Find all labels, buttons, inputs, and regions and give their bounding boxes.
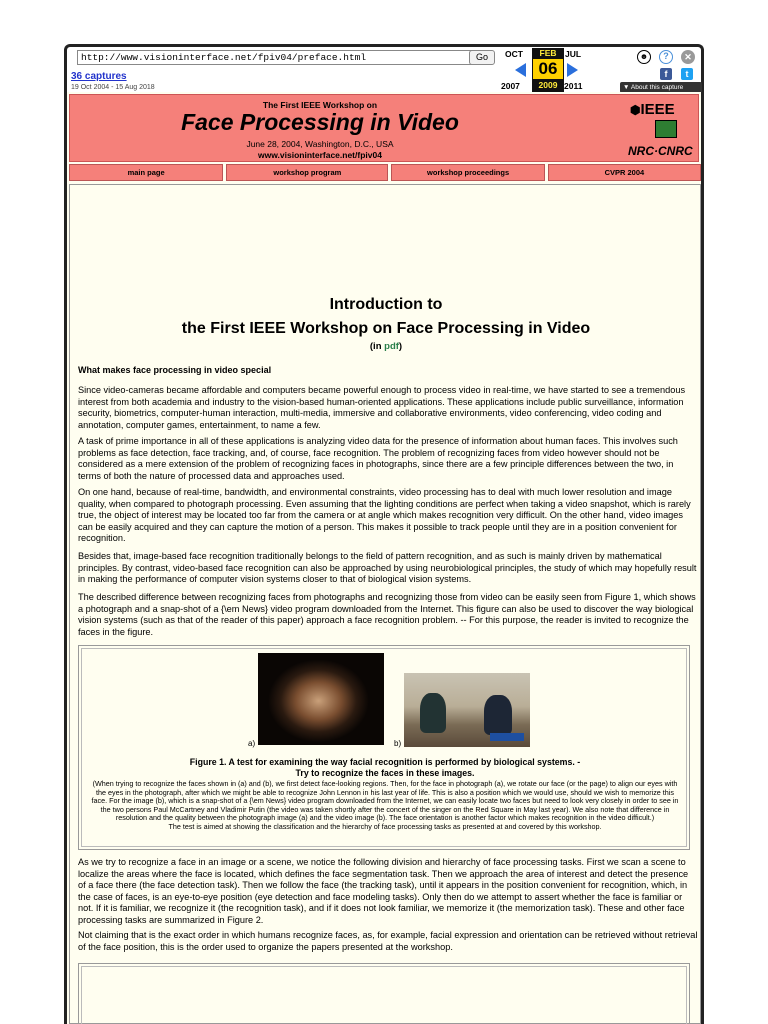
nrc-logo: NRC·CNRC [628, 144, 693, 158]
help-icon[interactable]: ? [659, 50, 673, 64]
paragraph: As we try to recognize a face in an image or a scene, we notice the following division and hierarchy of face processing tasks. First we scan a scene to localize the areas where the face is located, which defines the face segmentation task. Then we approach the area of interest and detect the presence of a face there (the face detection task). Then we follow the face (the tracking task), until it appears in the position convenient for recognition, which, in the case of faces, is an eye-to-eye position (eye detection and face modeling tasks). Only then do we attempt to assert whether the face is familiar or not. If it is familiar, we recognize it (the recognition task), and if it does not look familiar, we memorize it (the memorization task). These and other face processing tasks are summarized in Figure 2. [78, 857, 689, 925]
main-content [69, 184, 701, 1024]
nav-workshop-proceedings[interactable]: workshop proceedings [391, 164, 544, 181]
prev-month-link[interactable]: OCT [505, 49, 523, 59]
banner-date: June 28, 2004, Washington, D.C., USA [246, 139, 394, 149]
paragraph: A task of prime importance in all of these applications is analyzing video data for the presence of information about human faces. This involves such problems as face detection, face tracking, and, of course, face recognition. The problem of recognizing faces from video however should not be considered as a mere extension of the problem of recognizing faces in photographs, since there are a few principle differences between the two, in terms of both the nature of processed data and approaches used. [78, 436, 678, 481]
photo-a-image [258, 653, 384, 745]
page-title-line-1: Introduction to [329, 296, 443, 313]
current-month: FEB [539, 48, 557, 58]
next-month-link[interactable]: JUL [565, 49, 582, 59]
nav-workshop-program[interactable]: workshop program [226, 164, 388, 181]
figure-frame [81, 648, 687, 847]
ieee-logo: ⬢IEEE [630, 101, 675, 118]
banner-title: Face Processing in Video [181, 109, 459, 135]
url-input[interactable]: http://www.visioninterface.net/fpiv04/preface.html [77, 50, 473, 65]
current-capture [532, 48, 564, 92]
banner-site: www.visioninterface.net/fpiv04 [258, 150, 382, 160]
go-button[interactable]: Go [469, 50, 495, 65]
header-banner [69, 94, 699, 162]
figure-caption-subtitle: Try to recognize the faces in these images. [295, 768, 475, 778]
figure-label-a: a) [248, 739, 256, 748]
about-capture-link[interactable]: ▼ About this capture [620, 82, 702, 93]
person-icon[interactable]: ☻ [637, 50, 651, 64]
page-body [64, 92, 704, 1024]
computer-society-logo-icon [655, 120, 677, 138]
figure-2-frame [78, 963, 690, 1024]
pdf-note: (in pdf) [369, 341, 403, 352]
paragraph: Besides that, image-based face recognition traditionally belongs to the field of pattern recognition, and as such is mainly driven by mathematical principles. By contrast, video-based face recognition can also be approached by using neurobiological principles, the study of which may hopefully result in making the performance of computer vision systems closer to that of biological vision systems. [78, 551, 697, 585]
capture-range: 19 Oct 2004 - 15 Aug 2018 [71, 84, 155, 91]
twitter-icon[interactable]: t [681, 68, 693, 80]
paragraph: On one hand, because of real-time, bandwidth, and environmental constraints, video processing has to deal with much lower resolution and image quality, when compared to photograph processing. Even assuming that the lighting conditions are perfect when taking a video snapshot, which is rarely true, the object of interest may be located too far from the camera or at angle which makes recognition very difficult. On the other hand, video images can be easily acquired and they can capture the motion of a person. This makes it possible to track people until they are in a position convenient for recognition. [78, 487, 691, 544]
figure-caption-title: Figure 1. A test for examining the way facial recognition is performed by biological systems. - [189, 757, 581, 767]
prev-capture-arrow-icon[interactable] [515, 63, 526, 77]
figure-caption-body: (When trying to recognize the faces shown in (a) and (b), we first detect face-looking regions. Then, for the face in photograph (a), we rotate our face (or the page) to align our eyes with the eyes in the photograph, after which we might be able to recognize John Lennon in his last year of life. This is also a position which we would use, should we wish to memorize this face. For the image (b), which is a snap-shot of a {\em News} video program downloaded from the Internet, we can easily locate two faces but need to look very closely in order to see in the two persons Paul McCartney and Vladimir Putin (the video was taken shortly after the concert of the singer on the Red Square in May last year). We also note that difference in resolution and the quality between the photograph image (a) and the video image (b). The face orientation is another factor which makes recognition in the video difficult.) The test is aimed at showing the classification and the hierarchy of face processing tasks as presented at and covered by this workshop. [91, 779, 679, 831]
prev-year-link[interactable]: 2007 [501, 81, 520, 91]
figure-label-b: b) [394, 739, 402, 748]
nav-bar [69, 164, 701, 181]
page-title-line-2: the First IEEE Workshop on Face Processing in Video [181, 320, 591, 337]
next-year-link[interactable]: 2011 [564, 81, 583, 91]
nav-main-page[interactable]: main page [69, 164, 223, 181]
section-title: What makes face processing in video special [78, 365, 272, 375]
paragraph: Since video-cameras became affordable and computers became powerful enough to process video in real-time, we have started to see a tremendous interest from both academia and industry to the vision-based human-oriented applications. These applications include public surveillance, information security, biometrics, computer-human interaction, multi-media, immersive and collaborative environments, video conferencing, video coding and annotation, computer games, entertainment, to name a few. [78, 385, 686, 430]
paragraph: Not claiming that is the exact order in which humans recognize faces, as, for example, facial expression and orientation can be retrieved without retrieval of the face position, this is the order used to organize the papers presented at the workshop. [78, 930, 698, 952]
current-day: 06 [533, 59, 563, 79]
banner-subtitle: The First IEEE Workshop on [262, 100, 378, 110]
captures-link[interactable]: 36 captures [71, 71, 127, 82]
facebook-icon[interactable]: f [660, 68, 672, 80]
current-year: 2009 [538, 80, 558, 90]
wayback-toolbar [64, 44, 704, 92]
close-icon[interactable]: ✕ [681, 50, 695, 64]
photo-b-image [404, 673, 530, 747]
nav-cvpr-2004[interactable]: CVPR 2004 [548, 164, 701, 181]
pdf-link[interactable]: pdf [384, 341, 399, 352]
paragraph: The described difference between recognizing faces from photographs and recognizing those from video can be easily seen from Figure 1, which shows a photograph and a snap-shot of a {\em News} video program downloaded from the Internet. This figure can also be used to discover the way biological vision systems (such as that of the reader of this paper) approach a face recognition problem. -- For this purpose, the reader is invited to recognize the faces in the figure. [78, 592, 696, 637]
next-capture-arrow-icon[interactable] [567, 63, 578, 77]
figure-1 [78, 645, 690, 850]
